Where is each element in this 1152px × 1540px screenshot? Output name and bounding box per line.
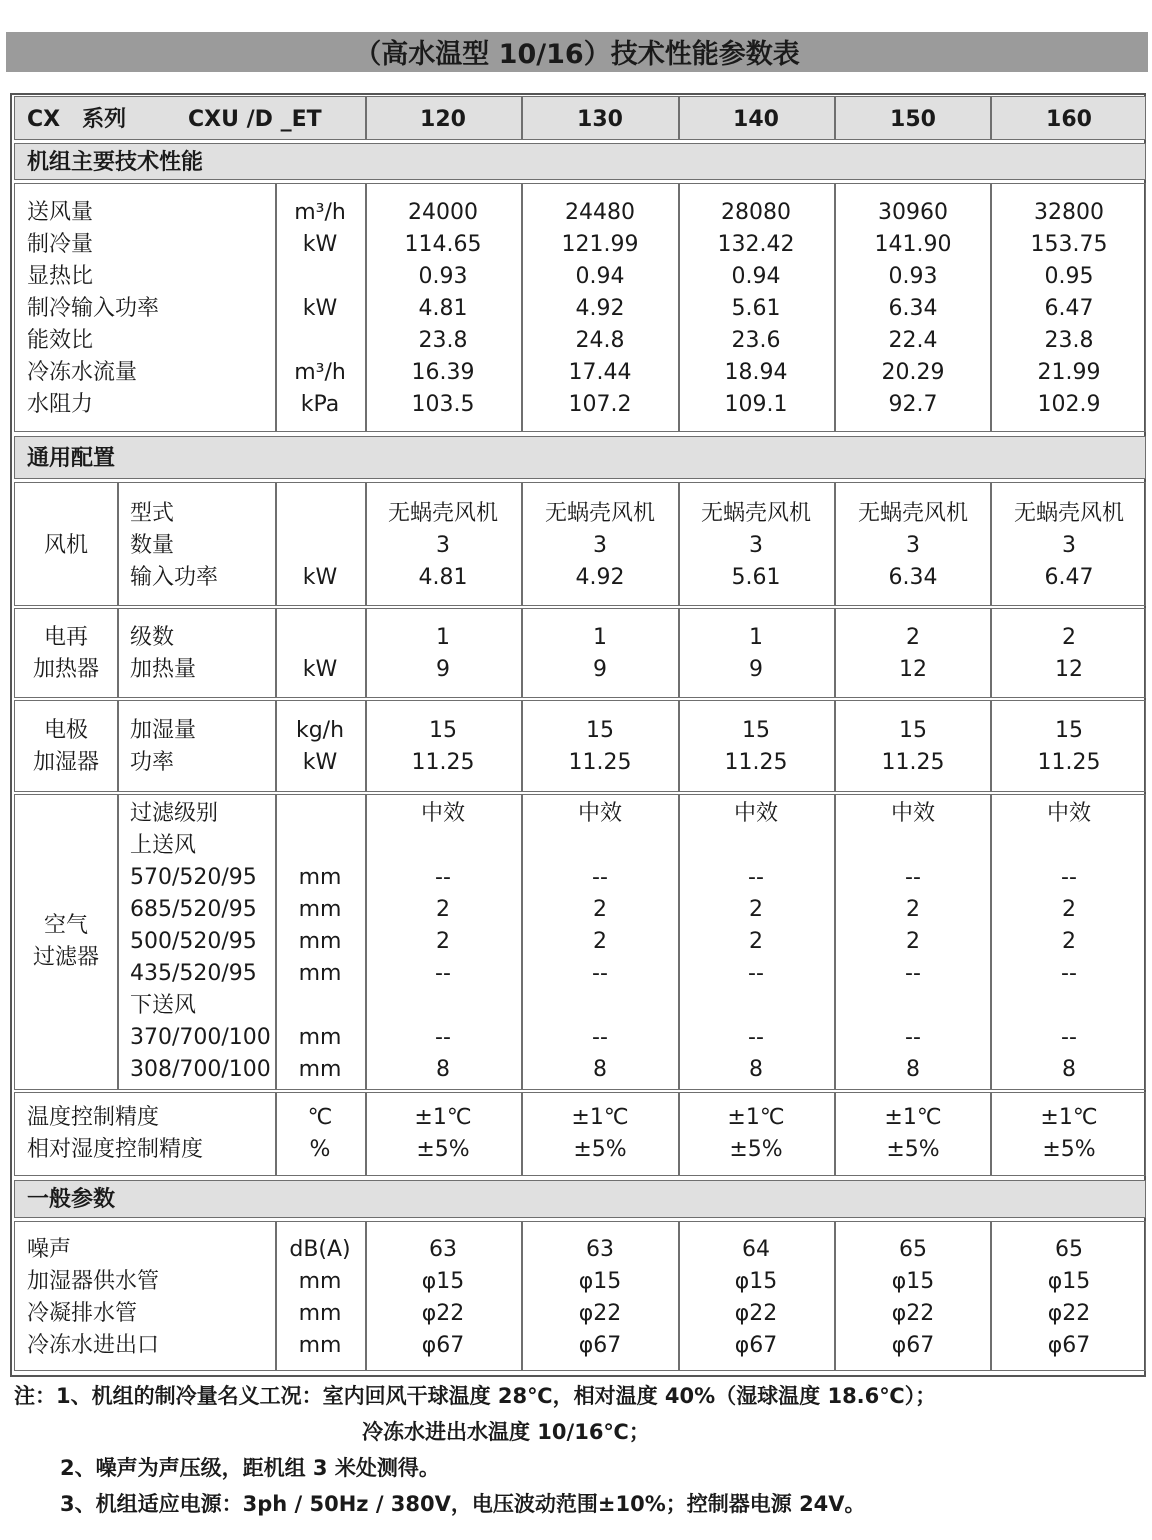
group-label: 电再 xyxy=(43,625,88,650)
row-value: 2 xyxy=(436,929,450,954)
row-value: 3 xyxy=(1062,533,1076,558)
row-value: 5.61 xyxy=(731,565,781,590)
row-unit: mm xyxy=(298,1057,342,1082)
row-value: 15 xyxy=(586,718,614,743)
row-label: 相对湿度控制精度 xyxy=(27,1137,204,1162)
row-value: -- xyxy=(905,865,921,890)
row-unit: kW xyxy=(302,657,338,682)
row-value: 1 xyxy=(593,625,607,650)
row-value: φ22 xyxy=(891,1301,935,1326)
row-value: 16.39 xyxy=(411,360,475,385)
note-2: 2、噪声为声压级，距机组 3 米处测得。 xyxy=(60,1456,440,1480)
row-value: -- xyxy=(592,865,608,890)
note-1-cont: 冷冻水进出水温度 10/16℃； xyxy=(362,1420,650,1444)
row-value: φ15 xyxy=(734,1269,778,1294)
row-value: φ22 xyxy=(734,1301,778,1326)
row-value: -- xyxy=(592,1025,608,1050)
row-value: -- xyxy=(748,865,764,890)
row-value: 15 xyxy=(742,718,770,743)
row-value: 15 xyxy=(899,718,927,743)
row-label: 上送风 xyxy=(130,833,197,858)
row-value: 中效 xyxy=(733,801,778,826)
group-label: 电极 xyxy=(43,718,88,743)
section-title: 通用配置 xyxy=(27,446,116,471)
row-value: 121.99 xyxy=(561,232,639,257)
row-value: 8 xyxy=(593,1057,607,1082)
model-column-header: 130 xyxy=(577,107,623,132)
row-unit: kW xyxy=(302,296,338,321)
row-value: 153.75 xyxy=(1030,232,1108,257)
row-unit: m³/h xyxy=(294,200,346,225)
column-divider xyxy=(117,794,119,1090)
row-value: -- xyxy=(748,1025,764,1050)
row-unit: kg/h xyxy=(295,718,345,743)
row-label: 温度控制精度 xyxy=(27,1105,160,1130)
row-unit: m³/h xyxy=(294,360,346,385)
model-column-header: 140 xyxy=(733,107,779,132)
row-value: φ67 xyxy=(578,1333,622,1358)
row-value: 0.95 xyxy=(1044,264,1094,289)
row-value: 6.34 xyxy=(888,296,938,321)
row-value: 2 xyxy=(749,897,763,922)
row-value: ±1℃ xyxy=(414,1105,472,1130)
row-label: 送风量 xyxy=(27,200,94,225)
row-value: -- xyxy=(905,1025,921,1050)
title-bar xyxy=(6,32,1148,72)
row-value: 15 xyxy=(429,718,457,743)
row-label: 加湿量 xyxy=(130,718,197,743)
row-unit: mm xyxy=(298,1025,342,1050)
row-value: 11.25 xyxy=(568,750,632,775)
row-label: 显热比 xyxy=(27,264,94,289)
row-value: 102.9 xyxy=(1037,392,1101,417)
row-value: 132.42 xyxy=(717,232,795,257)
note-1: 注：1、机组的制冷量名义工况：室内回风干球温度 28℃，相对温度 40%（湿球温度 18.6℃）； xyxy=(14,1384,937,1408)
row-value: 无蜗壳风机 xyxy=(1013,501,1124,526)
row-value: 中效 xyxy=(420,801,465,826)
row-value: 0.94 xyxy=(575,264,625,289)
row-label: 308/700/100 xyxy=(130,1057,271,1082)
row-label: 制冷量 xyxy=(27,232,94,257)
row-value: 无蜗壳风机 xyxy=(387,501,498,526)
row-label: 冷凝排水管 xyxy=(27,1301,138,1326)
row-unit: ℃ xyxy=(307,1105,333,1130)
row-value: 无蜗壳风机 xyxy=(857,501,968,526)
column-divider xyxy=(117,482,119,606)
row-value: -- xyxy=(1061,865,1077,890)
row-label: 型式 xyxy=(130,501,175,526)
row-unit: kW xyxy=(302,232,338,257)
group-label: 加热器 xyxy=(32,657,99,682)
row-value: -- xyxy=(592,961,608,986)
row-value: 9 xyxy=(436,657,450,682)
row-value: 18.94 xyxy=(724,360,788,385)
row-value: 3 xyxy=(593,533,607,558)
row-value: 107.2 xyxy=(568,392,632,417)
row-unit: kW xyxy=(302,565,338,590)
row-label: 功率 xyxy=(130,750,175,775)
row-value: 12 xyxy=(1055,657,1083,682)
row-value: φ15 xyxy=(891,1269,935,1294)
row-unit: dB(A) xyxy=(289,1237,351,1262)
row-value: 0.93 xyxy=(888,264,938,289)
section-title: 机组主要技术性能 xyxy=(27,150,204,175)
row-label: 能效比 xyxy=(27,328,94,353)
row-value: 65 xyxy=(1055,1237,1083,1262)
row-value: 24000 xyxy=(408,200,478,225)
row-value: 3 xyxy=(906,533,920,558)
series-label: CX 系列 xyxy=(27,107,127,132)
row-label: 噪声 xyxy=(27,1237,72,1262)
row-value: 2 xyxy=(1062,625,1076,650)
row-unit: mm xyxy=(298,897,342,922)
row-label: 下送风 xyxy=(130,993,197,1018)
row-value: 11.25 xyxy=(411,750,475,775)
model-column-header: 160 xyxy=(1046,107,1092,132)
row-value: 2 xyxy=(436,897,450,922)
row-value: 0.93 xyxy=(418,264,468,289)
row-label: 冷冻水流量 xyxy=(27,360,138,385)
row-value: φ15 xyxy=(421,1269,465,1294)
row-value: 20.29 xyxy=(881,360,945,385)
row-value: φ15 xyxy=(578,1269,622,1294)
row-value: 4.81 xyxy=(418,565,468,590)
row-value: 11.25 xyxy=(881,750,945,775)
row-value: φ15 xyxy=(1047,1269,1091,1294)
row-value: 无蜗壳风机 xyxy=(544,501,655,526)
row-value: ±5% xyxy=(729,1137,783,1162)
row-label: 级数 xyxy=(130,625,175,650)
row-label: 570/520/95 xyxy=(130,865,257,890)
row-value: 9 xyxy=(593,657,607,682)
row-value: φ22 xyxy=(578,1301,622,1326)
page-title: （高水温型 10/16）技术性能参数表 xyxy=(354,39,800,70)
row-value: ±1℃ xyxy=(1040,1105,1098,1130)
row-label: 370/700/100 xyxy=(130,1025,271,1050)
row-unit: mm xyxy=(298,1333,342,1358)
column-divider xyxy=(117,608,119,698)
row-label: 加湿器供水管 xyxy=(27,1269,160,1294)
model-label: CXU /D _ET xyxy=(188,107,322,132)
row-value: φ22 xyxy=(1047,1301,1091,1326)
row-value: -- xyxy=(435,865,451,890)
row-value: 2 xyxy=(906,929,920,954)
row-label: 500/520/95 xyxy=(130,929,257,954)
row-value: 11.25 xyxy=(1037,750,1101,775)
row-label: 制冷输入功率 xyxy=(27,296,160,321)
row-value: 23.8 xyxy=(1044,328,1094,353)
row-value: ±1℃ xyxy=(571,1105,629,1130)
row-value: ±5% xyxy=(573,1137,627,1162)
row-value: 11.25 xyxy=(724,750,788,775)
row-value: 103.5 xyxy=(411,392,475,417)
row-value: 23.8 xyxy=(418,328,468,353)
row-value: ±1℃ xyxy=(884,1105,942,1130)
row-value: 6.47 xyxy=(1044,565,1094,590)
row-label: 数量 xyxy=(130,533,175,558)
section-title: 一般参数 xyxy=(27,1187,116,1212)
row-value: 2 xyxy=(906,625,920,650)
note-3: 3、机组适应电源：3ph / 50Hz / 380V，电压波动范围±10%；控制器电源 24V。 xyxy=(60,1492,866,1516)
row-value: 2 xyxy=(593,929,607,954)
row-value: φ67 xyxy=(891,1333,935,1358)
row-value: 4.92 xyxy=(575,296,625,321)
row-unit: kW xyxy=(302,750,338,775)
row-value: 24480 xyxy=(565,200,635,225)
row-value: 21.99 xyxy=(1037,360,1101,385)
row-value: 12 xyxy=(899,657,927,682)
row-value: -- xyxy=(435,961,451,986)
row-value: 64 xyxy=(742,1237,770,1262)
row-value: 8 xyxy=(906,1057,920,1082)
row-value: 1 xyxy=(436,625,450,650)
row-value: -- xyxy=(1061,1025,1077,1050)
row-value: 2 xyxy=(749,929,763,954)
row-value: 3 xyxy=(436,533,450,558)
row-value: 114.65 xyxy=(404,232,482,257)
row-label: 输入功率 xyxy=(130,565,219,590)
row-value: 23.6 xyxy=(731,328,781,353)
row-label: 过滤级别 xyxy=(130,801,219,826)
row-label: 435/520/95 xyxy=(130,961,257,986)
row-value: -- xyxy=(905,961,921,986)
row-unit: mm xyxy=(298,929,342,954)
row-value: 1 xyxy=(749,625,763,650)
row-value: φ67 xyxy=(1047,1333,1091,1358)
row-value: -- xyxy=(748,961,764,986)
group-label: 空气 xyxy=(43,913,88,938)
row-value: 2 xyxy=(1062,897,1076,922)
row-unit: mm xyxy=(298,1301,342,1326)
section-general-params xyxy=(14,1180,1146,1218)
model-column-header: 150 xyxy=(890,107,936,132)
row-value: 0.94 xyxy=(731,264,781,289)
group-label: 加湿器 xyxy=(32,750,99,775)
row-value: 5.61 xyxy=(731,296,781,321)
row-value: 17.44 xyxy=(568,360,632,385)
row-value: 8 xyxy=(1062,1057,1076,1082)
row-value: 2 xyxy=(906,897,920,922)
row-value: 中效 xyxy=(577,801,622,826)
row-label: 冷冻水进出口 xyxy=(27,1333,160,1358)
row-label: 水阻力 xyxy=(27,392,94,417)
row-value: 中效 xyxy=(1046,801,1091,826)
row-value: -- xyxy=(1061,961,1077,986)
row-value: φ67 xyxy=(734,1333,778,1358)
column-divider xyxy=(117,700,119,792)
row-value: 92.7 xyxy=(888,392,938,417)
row-value: 4.81 xyxy=(418,296,468,321)
row-label: 685/520/95 xyxy=(130,897,257,922)
row-value: 32800 xyxy=(1034,200,1104,225)
row-value: φ67 xyxy=(421,1333,465,1358)
row-value: 6.47 xyxy=(1044,296,1094,321)
row-label: 加热量 xyxy=(130,657,197,682)
section-general-config xyxy=(14,436,1146,479)
group-label: 过滤器 xyxy=(32,945,99,970)
row-value: 6.34 xyxy=(888,565,938,590)
row-value: 63 xyxy=(429,1237,457,1262)
row-value: 中效 xyxy=(890,801,935,826)
row-value: 4.92 xyxy=(575,565,625,590)
row-value: 8 xyxy=(749,1057,763,1082)
row-value: 3 xyxy=(749,533,763,558)
row-value: -- xyxy=(435,1025,451,1050)
row-unit: mm xyxy=(298,865,342,890)
row-value: 22.4 xyxy=(888,328,938,353)
row-unit: mm xyxy=(298,1269,342,1294)
row-value: 8 xyxy=(436,1057,450,1082)
row-value: 9 xyxy=(749,657,763,682)
row-value: 109.1 xyxy=(724,392,788,417)
row-value: 63 xyxy=(586,1237,614,1262)
row-value: ±5% xyxy=(1042,1137,1096,1162)
row-value: 65 xyxy=(899,1237,927,1262)
row-unit: mm xyxy=(298,961,342,986)
row-value: 2 xyxy=(593,897,607,922)
row-value: 24.8 xyxy=(575,328,625,353)
row-value: φ22 xyxy=(421,1301,465,1326)
row-value: ±5% xyxy=(886,1137,940,1162)
row-value: 141.90 xyxy=(874,232,952,257)
row-value: 15 xyxy=(1055,718,1083,743)
row-value: 2 xyxy=(1062,929,1076,954)
group-label: 风机 xyxy=(43,533,88,558)
row-value: ±5% xyxy=(416,1137,470,1162)
model-column-header: 120 xyxy=(420,107,466,132)
row-unit: % xyxy=(309,1137,331,1162)
row-value: ±1℃ xyxy=(727,1105,785,1130)
row-value: 30960 xyxy=(878,200,948,225)
row-unit: kPa xyxy=(300,392,340,417)
row-value: 28080 xyxy=(721,200,791,225)
row-value: 无蜗壳风机 xyxy=(700,501,811,526)
